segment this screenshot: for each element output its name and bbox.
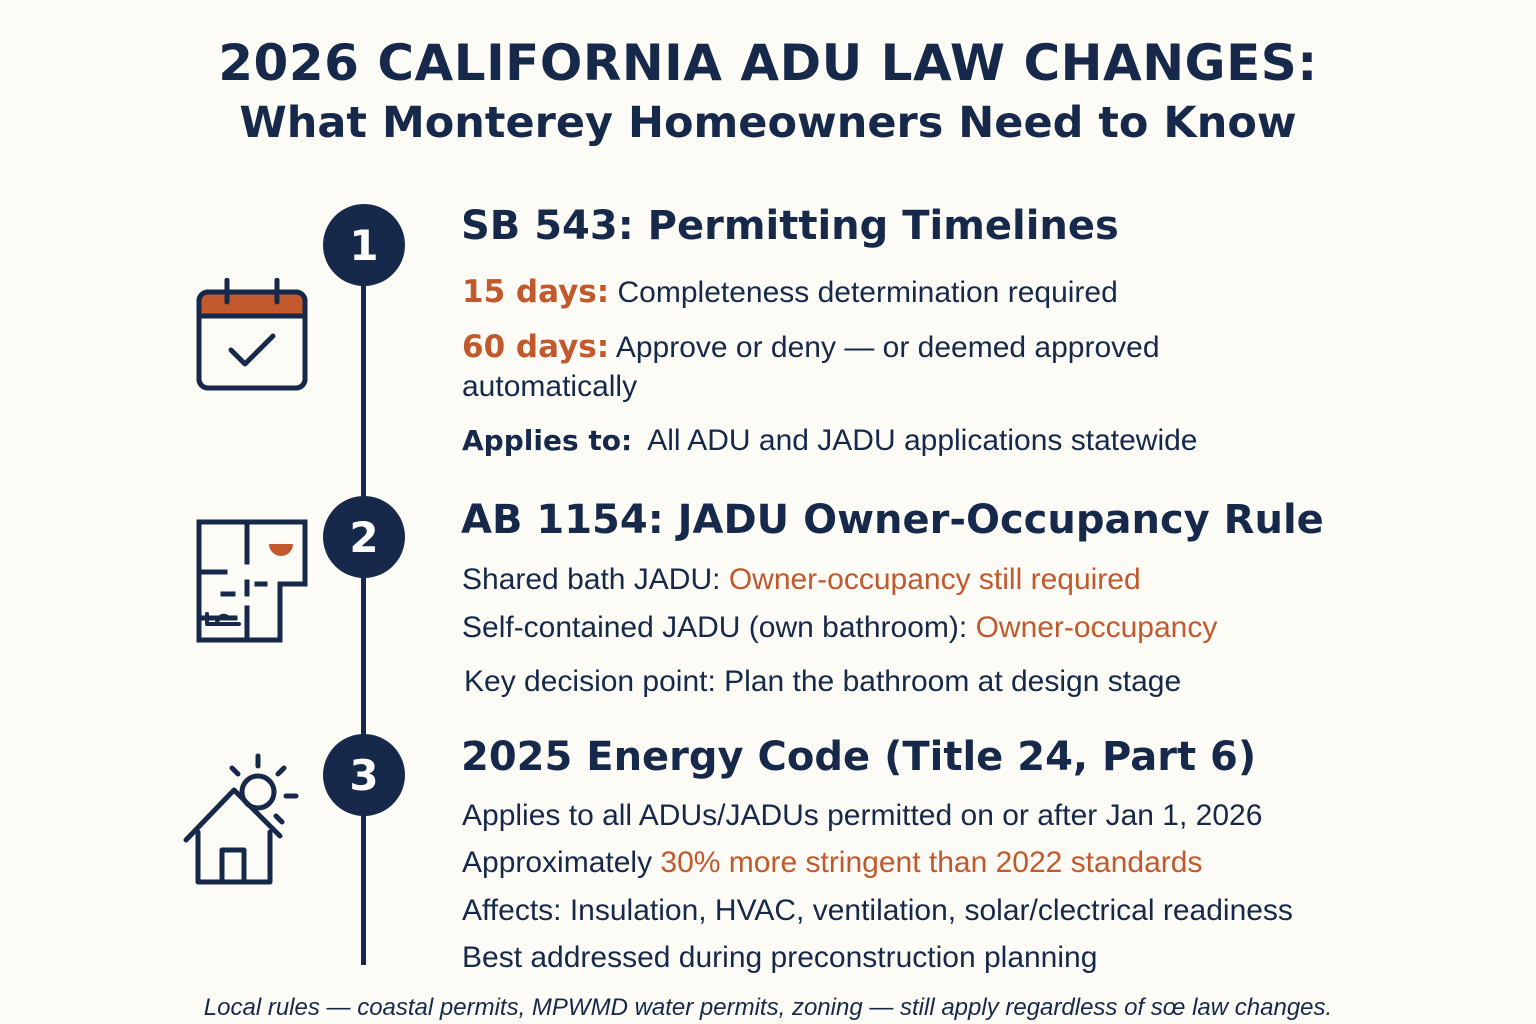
jadu-self-contained-text: Self-contained JADU (own bathroom): [462,611,976,644]
section-3-item-1: Applies to all ADUs/JADUs permitted on or after Jan 1, 2026 [462,799,1263,832]
floor-plan-icon [195,518,311,651]
applies-to-label: Applies to: [462,424,633,457]
step-number-1: 1 [323,204,405,286]
jadu-shared-bath-highlight: Owner-occupancy still required [728,563,1141,596]
section-1-item-2-continuation: automatically [462,370,638,403]
section-2-item-3: Key decision point: Plan the bathroom at design stage [464,665,1182,698]
jadu-shared-bath-text: Shared bath JADU: [462,563,729,596]
applies-to-text: All ADU and JADU applications statewide [647,424,1198,457]
section-2-title: AB 1154: JADU Owner-Occupancy Rule [461,497,1324,543]
section-3-item-3: Affects: Insulation, HVAC, ventilation, solar/clectrical readiness [462,894,1293,927]
page-title: 2026 CALIFORNIA ADU LAW CHANGES: [218,34,1318,92]
energy-code-text: Approximately [462,846,661,879]
section-2-item-2 [462,611,1217,645]
timeline-line [361,250,366,965]
section-3-item-2 [462,846,1202,880]
calendar-check-icon [193,278,311,399]
footnote: Local rules — coastal permits, MPWMD water permits, zoning — still apply regardless of sœ law changes. [203,994,1333,1021]
timeline-label-15-days: 15 days: [462,274,610,310]
energy-code-highlight: 30% more stringent than 2022 standards [660,846,1203,879]
timeline-label-60-days: 60 days: [462,329,610,365]
section-1-item-1 [462,274,1118,310]
step-number-2: 2 [323,496,405,578]
timeline-text: Completeness determination required [617,276,1118,309]
house-sun-icon [180,752,304,891]
section-3-item-4: Best addressed during preconstruction planning [462,941,1098,974]
section-1-item-3 [462,424,1197,458]
jadu-self-contained-highlight: Owner-occupancy [975,611,1218,644]
step-number-3: 3 [323,734,405,816]
section-1-title: SB 543: Permitting Timelines [461,203,1119,249]
timeline-text: Approve or deny — or deemed approved [615,331,1160,364]
page-subtitle: What Monterey Homeowners Need to Know [239,98,1297,148]
section-3-title: 2025 Energy Code (Title 24, Part 6) [461,734,1257,780]
section-1-item-2 [462,329,1160,365]
section-2-item-1 [462,563,1141,597]
